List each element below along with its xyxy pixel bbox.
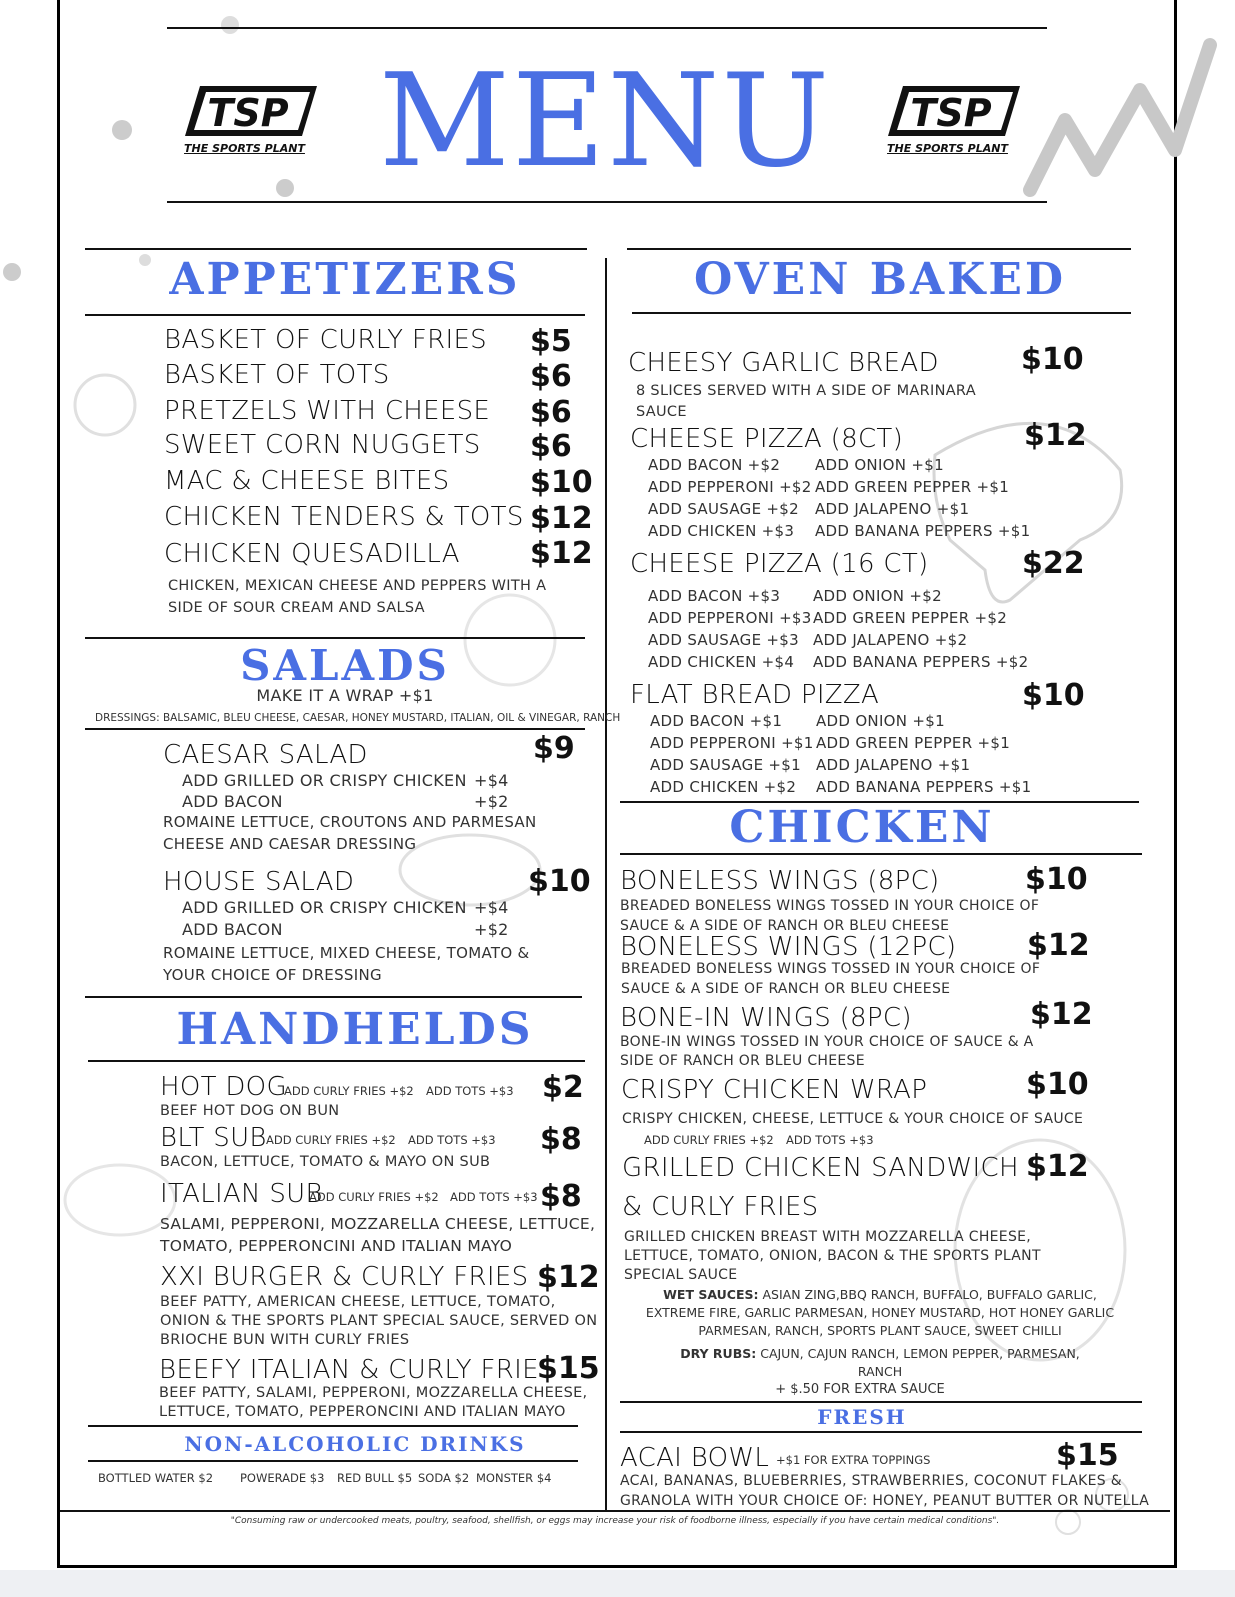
chicken-item-desc: BREADED BONELESS WINGS TOSSED IN YOUR CHOICE OF — [620, 898, 1040, 914]
handheld-price: $12 — [537, 1260, 600, 1295]
appetizer-price: $12 — [530, 536, 593, 571]
appetizers-bottom-rule — [85, 314, 585, 316]
chicken-item-desc: SAUCE & A SIDE OF RANCH OR BLEU CHEESE — [621, 981, 951, 997]
chicken-item-addon: ADD TOTS +$3 — [786, 1133, 874, 1147]
handheld-desc: LETTUCE, TOMATO, PEPPERONCINI AND ITALIAN MAYO — [159, 1404, 566, 1420]
handheld-desc: BRIOCHE BUN WITH CURLY FRIES — [160, 1332, 410, 1348]
wet-sauces-line: EXTREME FIRE, GARLIC PARMESAN, HONEY MUSTARD, HOT HONEY GARLIC — [645, 1305, 1115, 1320]
salads-wrap-note: MAKE IT A WRAP +$1 — [256, 686, 434, 705]
pizza-addon: ADD BANANA PEPPERS +$2 — [813, 653, 1029, 671]
salads-title: SALADS — [240, 641, 450, 690]
chicken-title: CHICKEN — [729, 802, 995, 853]
chicken-item-desc: BREADED BONELESS WINGS TOSSED IN YOUR CHOICE OF — [621, 961, 1041, 977]
appetizers-title: APPETIZERS — [169, 254, 521, 305]
chicken-item-name: GRILLED CHICKEN SANDWICH — [622, 1153, 1019, 1183]
fresh-bottom-rule — [620, 1431, 1142, 1433]
chicken-item-price: $10 — [1025, 862, 1088, 897]
handheld-desc: BEEF HOT DOG ON BUN — [160, 1103, 340, 1119]
salad-addon: ADD GRILLED OR CRISPY CHICKEN — [182, 898, 467, 917]
acai-price: $15 — [1056, 1438, 1119, 1473]
flatbread-addon: ADD SAUSAGE +$1 — [650, 756, 801, 774]
handheld-name: HOT DOG — [160, 1072, 287, 1102]
oven-item-price: $12 — [1024, 418, 1087, 453]
chicken-item-desc: LETTUCE, TOMATO, ONION, BACON & THE SPORTS PLANT — [624, 1248, 1041, 1264]
menu-title: MENU — [378, 47, 832, 196]
logo-caption: THE SPORTS PLANT — [887, 142, 1008, 155]
appetizer-price: $6 — [530, 395, 572, 430]
chicken-item-name: BONE-IN WINGS (8PC) — [620, 1003, 912, 1033]
handheld-name: BLT SUB — [160, 1123, 267, 1153]
pizza-addon: ADD BANANA PEPPERS +$1 — [815, 522, 1031, 540]
dry-rubs-label: DRY RUBS: — [680, 1346, 757, 1361]
appetizer-name: CHICKEN QUESADILLA — [164, 539, 460, 569]
salad-desc: ROMAINE LETTUCE, CROUTONS AND PARMESAN — [163, 813, 537, 831]
appetizer-name: BASKET OF TOTS — [164, 360, 390, 390]
salad-addon-price: +$2 — [474, 920, 509, 939]
chicken-item-name: CRISPY CHICKEN WRAP — [621, 1075, 928, 1105]
wet-sauces-line: ASIAN ZING,BBQ RANCH, BUFFALO, BUFFALO GARLIC, — [762, 1287, 1097, 1302]
oven-item-desc: SAUCE — [636, 404, 687, 420]
flatbread-addon: ADD CHICKEN +$2 — [650, 778, 797, 796]
handheld-name: ITALIAN SUB — [160, 1179, 323, 1209]
acai-name: ACAI BOWL — [620, 1443, 770, 1473]
wet-sauces — [620, 1286, 1140, 1340]
oven-item-name: CHEESY GARLIC BREAD — [628, 348, 939, 378]
logo-caption: THE SPORTS PLANT — [184, 142, 305, 155]
food-safety-disclaimer: "Consuming raw or undercooked meats, poultry, seafood, shellfish, or eggs may increase your risk of foodborne illness, especially if you have certain medical conditions". — [230, 1516, 1000, 1526]
chicken-item-desc: SIDE OF RANCH OR BLEU CHEESE — [620, 1053, 865, 1069]
dry-rubs-line: CAJUN, CAJUN RANCH, LEMON PEPPER, PARMESAN, — [760, 1346, 1080, 1361]
appetizer-price: $12 — [530, 501, 593, 536]
fresh-title: FRESH — [817, 1405, 907, 1429]
pizza-addon: ADD GREEN PEPPER +$1 — [815, 478, 1010, 496]
salad-desc: CHEESE AND CAESAR DRESSING — [163, 835, 417, 853]
pizza-addon: ADD JALAPENO +$2 — [813, 631, 968, 649]
header-bottom-rule — [167, 201, 1047, 203]
column-divider — [605, 258, 607, 1510]
appetizers-top-rule — [85, 248, 587, 250]
oven-item-name: FLAT BREAD PIZZA — [630, 680, 880, 710]
pizza-addon: ADD BACON +$2 — [648, 456, 781, 474]
drink-item: SODA $2 — [418, 1471, 470, 1485]
drinks-title: NON-ALCOHOLIC DRINKS — [184, 1432, 526, 1456]
drinks-bottom-rule — [88, 1460, 578, 1462]
handheld-desc: BEEF PATTY, AMERICAN CHEESE, LETTUCE, TOMATO, — [160, 1294, 556, 1310]
handheld-name: BEEFY ITALIAN & CURLY FRIES — [159, 1355, 556, 1385]
salad-addon-price: +$4 — [474, 771, 509, 790]
dry-rubs-line: RANCH — [857, 1364, 903, 1379]
handheld-addon: ADD TOTS +$3 — [450, 1190, 538, 1204]
dry-rubs — [620, 1345, 1140, 1381]
handhelds-bottom-rule — [88, 1060, 585, 1062]
appetizer-price: $10 — [530, 465, 593, 500]
handheld-name: XXI BURGER & CURLY FRIES — [160, 1262, 529, 1292]
handheld-addon: ADD TOTS +$3 — [408, 1133, 496, 1147]
oven-item-desc: 8 SLICES SERVED WITH A SIDE OF MARINARA — [636, 383, 976, 399]
appetizer-name: MAC & CHEESE BITES — [164, 466, 450, 496]
appetizer-name: CHICKEN TENDERS & TOTS — [164, 502, 524, 532]
chicken-item-addon: ADD CURLY FRIES +$2 — [644, 1133, 774, 1147]
header-top-rule — [167, 27, 1047, 29]
acai-desc: ACAI, BANANAS, BLUEBERRIES, STRAWBERRIES, COCONUT FLAKES & — [620, 1473, 1122, 1489]
chicken-item-price: $12 — [1027, 928, 1090, 963]
flatbread-addon: ADD ONION +$1 — [816, 712, 945, 730]
drinks-top-rule — [88, 1425, 578, 1427]
appetizer-name: BASKET OF CURLY FRIES — [164, 325, 487, 355]
pizza-addon: ADD CHICKEN +$3 — [648, 522, 795, 540]
chicken-item-price: $10 — [1026, 1067, 1089, 1102]
handheld-desc: BACON, LETTUCE, TOMATO & MAYO ON SUB — [160, 1154, 491, 1170]
sports-plant-logo-left — [182, 78, 322, 168]
oven-baked-bottom-rule — [632, 312, 1131, 314]
drink-item: RED BULL $5 — [337, 1471, 413, 1485]
handheld-desc: ONION & THE SPORTS PLANT SPECIAL SAUCE, SERVED ON — [160, 1313, 598, 1329]
wet-sauces-label: WET SAUCES: — [663, 1287, 759, 1302]
drink-item: MONSTER $4 — [476, 1471, 552, 1485]
handheld-price: $8 — [540, 1122, 582, 1157]
chicken-item-desc: SPECIAL SAUCE — [624, 1267, 738, 1283]
sports-plant-logo-right — [885, 78, 1025, 168]
handheld-price: $2 — [542, 1070, 584, 1105]
logo-text: TSP — [207, 91, 289, 135]
salad-desc: ROMAINE LETTUCE, MIXED CHEESE, TOMATO & — [163, 944, 530, 962]
pizza-addon: ADD JALAPENO +$1 — [815, 500, 970, 518]
chicken-item-desc: CRISPY CHICKEN, CHEESE, LETTUCE & YOUR CHOICE OF SAUCE — [622, 1111, 1084, 1127]
salad-addon-price: +$2 — [474, 792, 509, 811]
acai-desc: GRANOLA WITH YOUR CHOICE OF: HONEY, PEANUT BUTTER OR NUTELLA — [620, 1493, 1150, 1509]
pizza-addon: ADD ONION +$2 — [813, 587, 942, 605]
oven-item-price: $10 — [1021, 342, 1084, 377]
salad-addon: ADD GRILLED OR CRISPY CHICKEN — [182, 771, 467, 790]
appetizer-price: $6 — [530, 429, 572, 464]
handheld-desc: TOMATO, PEPPERONCINI AND ITALIAN MAYO — [160, 1237, 513, 1255]
flatbread-addon: ADD BACON +$1 — [650, 712, 783, 730]
appetizer-desc: SIDE OF SOUR CREAM AND SALSA — [168, 600, 425, 616]
handheld-addon: ADD CURLY FRIES +$2 — [266, 1133, 396, 1147]
oven-item-name: CHEESE PIZZA (8CT) — [630, 424, 904, 454]
oven-baked-top-rule — [627, 248, 1131, 250]
chicken-item-price: $12 — [1026, 1149, 1089, 1184]
fresh-top-rule — [620, 1401, 1142, 1403]
handheld-addon: ADD CURLY FRIES +$2 — [309, 1190, 439, 1204]
appetizer-price: $6 — [530, 359, 572, 394]
chicken-item-desc: BONE-IN WINGS TOSSED IN YOUR CHOICE OF SAUCE & A — [620, 1034, 1034, 1050]
chicken-item-name: BONELESS WINGS (12PC) — [620, 932, 957, 962]
wet-sauces-line: PARMESAN, RANCH, SPORTS PLANT SAUCE, SWEET CHILLI — [698, 1323, 1062, 1338]
salads-top-rule — [85, 637, 585, 639]
chicken-item-desc: SAUCE & A SIDE OF RANCH OR BLEU CHEESE — [620, 918, 950, 934]
pizza-addon: ADD GREEN PEPPER +$2 — [813, 609, 1008, 627]
oven-item-price: $10 — [1022, 678, 1085, 713]
pizza-addon: ADD SAUSAGE +$3 — [648, 631, 799, 649]
handhelds-top-rule — [85, 996, 582, 998]
salad-name: CAESAR SALAD — [163, 740, 368, 770]
oven-item-price: $22 — [1022, 546, 1085, 581]
handhelds-title: HANDHELDS — [176, 1004, 534, 1055]
salads-dressings: DRESSINGS: BALSAMIC, BLEU CHEESE, CAESAR, HONEY MUSTARD, ITALIAN, OIL & VINEGAR, RANCH — [95, 712, 621, 724]
appetizer-price: $5 — [530, 324, 572, 359]
handheld-desc: BEEF PATTY, SALAMI, PEPPERONI, MOZZARELLA CHEESE, — [159, 1385, 588, 1401]
handheld-addon: ADD CURLY FRIES +$2 — [284, 1084, 414, 1098]
handheld-price: $15 — [537, 1351, 600, 1386]
pizza-addon: ADD SAUSAGE +$2 — [648, 500, 799, 518]
drink-item: POWERADE $3 — [240, 1471, 325, 1485]
handheld-addon: ADD TOTS +$3 — [426, 1084, 514, 1098]
chicken-item-price: $12 — [1030, 997, 1093, 1032]
salad-price: $10 — [528, 864, 591, 899]
chicken-item-name: BONELESS WINGS (8PC) — [620, 866, 940, 896]
handheld-desc: SALAMI, PEPPERONI, MOZZARELLA CHEESE, LETTUCE, — [160, 1215, 596, 1233]
oven-baked-title: OVEN BAKED — [693, 254, 1067, 305]
pizza-addon: ADD ONION +$1 — [815, 456, 944, 474]
flatbread-addon: ADD PEPPERONI +$1 — [650, 734, 814, 752]
appetizer-name: PRETZELS WITH CHEESE — [164, 396, 491, 426]
flatbread-addon: ADD GREEN PEPPER +$1 — [816, 734, 1011, 752]
salad-addon: ADD BACON — [182, 792, 283, 811]
salad-addon-price: +$4 — [474, 898, 509, 917]
salads-bottom-rule — [85, 728, 585, 730]
extra-sauce-note: + $.50 FOR EXTRA SAUCE — [775, 1382, 945, 1397]
appetizer-desc: CHICKEN, MEXICAN CHEESE AND PEPPERS WITH A — [168, 578, 547, 594]
pizza-addon: ADD BACON +$3 — [648, 587, 781, 605]
logo-text: TSP — [910, 91, 992, 135]
flatbread-addon: ADD JALAPENO +$1 — [816, 756, 971, 774]
flatbread-addon: ADD BANANA PEPPERS +$1 — [816, 778, 1032, 796]
chicken-bottom-rule — [620, 853, 1142, 855]
salad-addon: ADD BACON — [182, 920, 283, 939]
handheld-price: $8 — [540, 1179, 582, 1214]
acai-note: +$1 FOR EXTRA TOPPINGS — [776, 1453, 931, 1467]
drink-item: BOTTLED WATER $2 — [98, 1471, 214, 1485]
footer-rule — [60, 1510, 1170, 1512]
salad-desc: YOUR CHOICE OF DRESSING — [163, 966, 382, 984]
pizza-addon: ADD PEPPERONI +$2 — [648, 478, 812, 496]
chicken-item-name: & CURLY FRIES — [622, 1192, 819, 1222]
salad-price: $9 — [533, 731, 575, 766]
appetizer-name: SWEET CORN NUGGETS — [164, 430, 481, 460]
pizza-addon: ADD PEPPERONI +$3 — [648, 609, 812, 627]
salad-name: HOUSE SALAD — [163, 867, 355, 897]
chicken-item-desc: GRILLED CHICKEN BREAST WITH MOZZARELLA CHEESE, — [624, 1229, 1032, 1245]
oven-item-name: CHEESE PIZZA (16 CT) — [630, 549, 929, 579]
pizza-addon: ADD CHICKEN +$4 — [648, 653, 795, 671]
